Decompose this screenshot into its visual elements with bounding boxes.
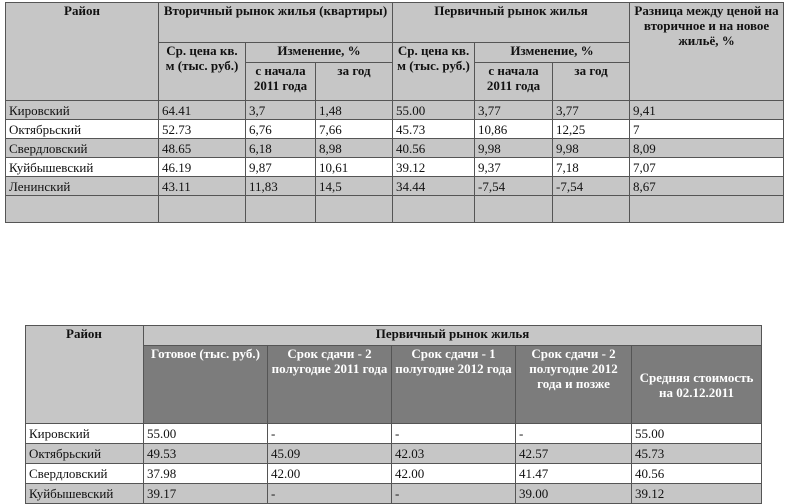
cell: 3,77	[553, 101, 630, 120]
cell: 55.00	[393, 101, 475, 120]
district-header: Район	[6, 3, 159, 101]
cell: Октябрьский	[6, 120, 159, 139]
cell: 3,77	[475, 101, 553, 120]
table-row	[6, 177, 784, 196]
cell: 6,76	[246, 120, 316, 139]
cell: 45.73	[632, 444, 762, 464]
cell: 8,67	[630, 177, 784, 196]
cell: 39.12	[632, 484, 762, 504]
cell: 11,83	[246, 177, 316, 196]
cell: -	[268, 484, 392, 504]
cell: -	[392, 424, 516, 444]
primary-market-deadline-table	[25, 325, 762, 504]
cell: 8,09	[630, 139, 784, 158]
table-row	[26, 444, 762, 464]
cell: -	[268, 424, 392, 444]
table-row	[26, 424, 762, 444]
cell: 7,66	[316, 120, 393, 139]
cell: Октябрьский	[26, 444, 144, 464]
deadline-h2-2012-header: Срок сдачи - 2 полугодие 2012 года и позже	[516, 346, 632, 424]
table-row	[6, 101, 784, 120]
table-row	[6, 139, 784, 158]
secondary-market-header: Вторичный рынок жилья (квартиры)	[159, 3, 393, 43]
cell: 42.00	[392, 464, 516, 484]
cell: 9,41	[630, 101, 784, 120]
table-row	[6, 158, 784, 177]
cell: 10,86	[475, 120, 553, 139]
cell: 6,18	[246, 139, 316, 158]
cell: Ленинский	[6, 177, 159, 196]
cell: 7	[630, 120, 784, 139]
cell: 43.11	[159, 177, 246, 196]
cell: -	[516, 424, 632, 444]
cell: Куйбышевский	[6, 158, 159, 177]
cell: 42.03	[392, 444, 516, 464]
cell: 7,07	[630, 158, 784, 177]
cell: -	[392, 484, 516, 504]
cell: 40.56	[632, 464, 762, 484]
cell: 1,48	[316, 101, 393, 120]
average-cost-header: Средняя стоимость на 02.12.2011	[632, 346, 762, 424]
primary-avg-price-header: Ср. цена кв. м (тыс. руб.)	[393, 43, 475, 101]
cell: -7,54	[553, 177, 630, 196]
primary-since-2011-header: с начала 2011 года	[475, 63, 553, 101]
table-row	[26, 484, 762, 504]
cell: 9,98	[553, 139, 630, 158]
table-row	[6, 120, 784, 139]
primary-market-header: Первичный рынок жилья	[393, 3, 630, 43]
cell: 41.47	[516, 464, 632, 484]
cell: 7,18	[553, 158, 630, 177]
cell: Свердловский	[6, 139, 159, 158]
cell: 14,5	[316, 177, 393, 196]
cell: -7,54	[475, 177, 553, 196]
cell: 45.09	[268, 444, 392, 464]
cell: 9,37	[475, 158, 553, 177]
cell: Кировский	[6, 101, 159, 120]
cell: Свердловский	[26, 464, 144, 484]
cell: 3,7	[246, 101, 316, 120]
cell: 48.65	[159, 139, 246, 158]
ready-header: Готовое (тыс. руб.)	[144, 346, 268, 424]
secondary-avg-price-header: Ср. цена кв. м (тыс. руб.)	[159, 43, 246, 101]
price-difference-header: Разница между ценой на вторичное и на новое жильё, %	[630, 3, 784, 101]
cell: 9,98	[475, 139, 553, 158]
cell: 39.12	[393, 158, 475, 177]
cell: 64.41	[159, 101, 246, 120]
cell: 12,25	[553, 120, 630, 139]
table-row	[26, 464, 762, 484]
secondary-vs-primary-table	[5, 2, 784, 223]
primary-year-header: за год	[553, 63, 630, 101]
cell: 8,98	[316, 139, 393, 158]
cell: 46.19	[159, 158, 246, 177]
cell: 55.00	[144, 424, 268, 444]
cell: 55.00	[632, 424, 762, 444]
cell: 42.00	[268, 464, 392, 484]
secondary-year-header: за год	[316, 63, 393, 101]
primary-change-header: Изменение, %	[475, 43, 630, 63]
district-header: Район	[26, 326, 144, 424]
deadline-h2-2011-header: Срок сдачи - 2 полугодие 2011 года	[268, 346, 392, 424]
cell: 42.57	[516, 444, 632, 464]
cell: 34.44	[393, 177, 475, 196]
cell: 45.73	[393, 120, 475, 139]
cell: 49.53	[144, 444, 268, 464]
primary-market-header: Первичный рынок жилья	[144, 326, 762, 346]
cell: 52.73	[159, 120, 246, 139]
cell: 39.00	[516, 484, 632, 504]
secondary-change-header: Изменение, %	[246, 43, 393, 63]
secondary-since-2011-header: с начала 2011 года	[246, 63, 316, 101]
deadline-h1-2012-header: Срок сдачи - 1 полугодие 2012 года	[392, 346, 516, 424]
cell: 37.98	[144, 464, 268, 484]
cell: 40.56	[393, 139, 475, 158]
cell: Кировский	[26, 424, 144, 444]
cell: Куйбышевский	[26, 484, 144, 504]
table-spacer-row	[6, 196, 784, 223]
cell: 39.17	[144, 484, 268, 504]
cell: 9,87	[246, 158, 316, 177]
cell: 10,61	[316, 158, 393, 177]
